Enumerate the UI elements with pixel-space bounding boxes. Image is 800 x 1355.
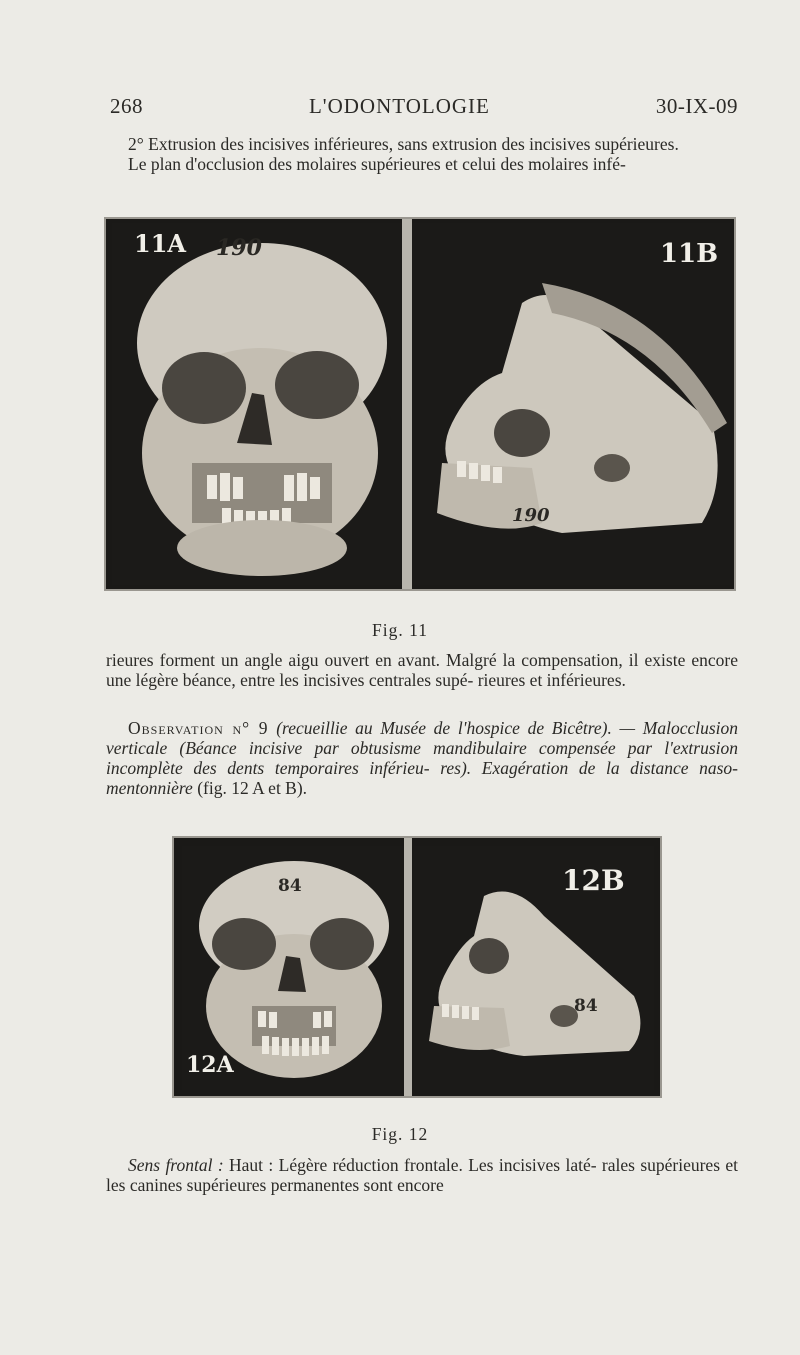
page-number: 268 xyxy=(110,94,143,118)
journal-title: L'ODONTOLOGIE xyxy=(308,94,490,118)
figure-11b-photo xyxy=(412,223,730,585)
observation-source: (recueillie au Musée de l'hospice de Bicêtre). — xyxy=(276,718,636,738)
figure-12-caption: Fig. 12 xyxy=(371,1124,429,1144)
paragraph-2-text: rieures forment un angle aigu ouvert en avant. Malgré la compensation, il existe encore une légère béance, entre les incisives centrales supé- rieures et inférieures. xyxy=(106,650,738,690)
paragraph-1-line-2: Le plan d'occlusion des molaires supérieures et celui des molaires infé- xyxy=(128,154,626,174)
skull-lateral-image xyxy=(412,223,730,585)
figure-11b-label: 11B xyxy=(660,239,719,269)
figure-12-plate xyxy=(172,836,662,1098)
figure-11-plate xyxy=(104,217,736,591)
figure-12b-label: 12B xyxy=(562,864,625,897)
figure-11a-photo xyxy=(112,223,402,585)
figure-11a-specimen-number: 190 xyxy=(216,235,262,261)
observation-heading: Observation n° 9 xyxy=(128,718,269,738)
paragraph-1-line-1: 2° Extrusion des incisives inférieures, sans extrusion des incisives supérieures. xyxy=(128,134,679,154)
figure-12b-photo xyxy=(414,846,654,1090)
issue-date: 30-IX-09 xyxy=(655,94,738,118)
figure-12a-specimen-number: 84 xyxy=(278,876,302,896)
figure-12a-photo xyxy=(182,846,404,1090)
skull-frontal-image xyxy=(112,223,402,585)
paragraph-2 xyxy=(106,650,738,690)
figure-11b-specimen-number: 190 xyxy=(512,505,550,526)
paragraph-1 xyxy=(106,134,738,174)
figure-11-caption: Fig. 11 xyxy=(372,620,428,640)
figure-12b-specimen-number: 84 xyxy=(574,996,598,1016)
observation-description: Malocclusion verticale (Béance incisive par obtusisme mandibulaire compensée par l'extrusion incomplète des dents temporaires inférieu- res). Exagération de la distance naso-mentonnière xyxy=(106,718,739,798)
paragraph-3-lead: Sens frontal : xyxy=(128,1155,224,1175)
figure-11a-label: 11A xyxy=(134,229,187,258)
paragraph-3-text: Haut : Légère réduction frontale. Les incisives laté- rales supérieures et les canines supérieures permanentes sont encore xyxy=(106,1155,739,1195)
figure-12-divider xyxy=(404,838,412,1096)
observation-paragraph xyxy=(106,718,738,798)
figure-12a-label: 12A xyxy=(186,1052,234,1078)
running-header xyxy=(110,94,738,119)
figure-11-divider xyxy=(402,219,412,589)
observation-figure-reference: (fig. 12 A et B). xyxy=(197,778,308,798)
paragraph-3 xyxy=(106,1155,738,1195)
